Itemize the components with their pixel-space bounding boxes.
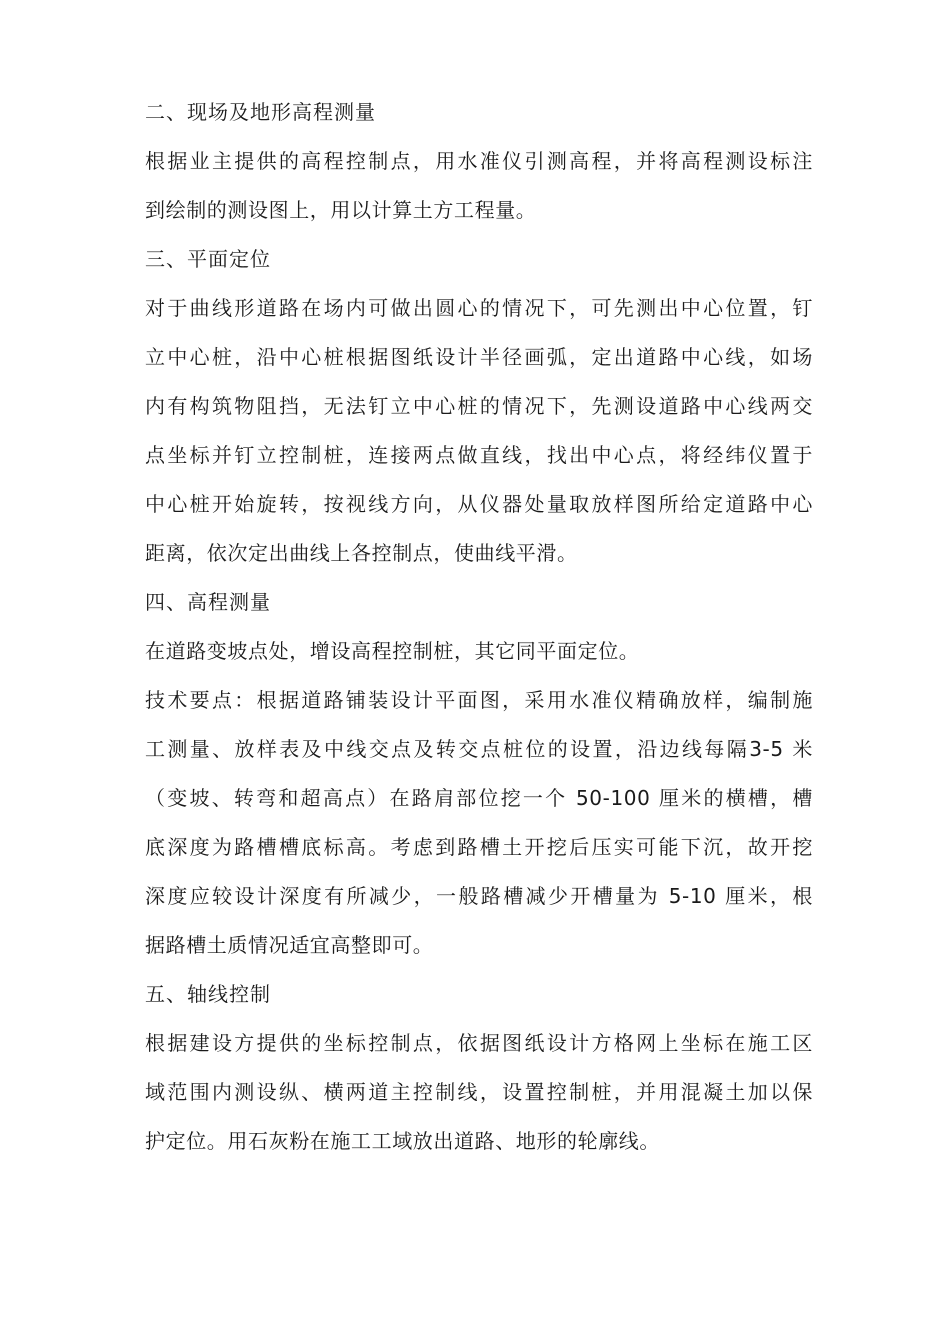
paragraph-line: 据路槽土质情况适宜高整即可。: [145, 933, 434, 957]
section-heading-height-measurement: 四、高程测量: [145, 590, 271, 614]
paragraph-line: （变坡、转弯和超高点）在路肩部位挖一个 50-100 厘米的横槽，槽: [145, 786, 813, 810]
section-heading-plane-positioning: 三、平面定位: [145, 247, 271, 271]
paragraph-line: 对于曲线形道路在场内可做出圆心的情况下，可先测出中心位置，钉: [145, 296, 813, 320]
paragraph-line: 点坐标并钉立控制桩，连接两点做直线，找出中心点，将经纬仪置于: [145, 443, 813, 467]
paragraph-line: 工测量、放样表及中线交点及转交点桩位的设置，沿边线每隔3-5 米: [145, 737, 813, 761]
section-heading-axis-control: 五、轴线控制: [145, 982, 271, 1006]
paragraph-line: 到绘制的测设图上，用以计算土方工程量。: [145, 198, 537, 222]
paragraph-line: 内有构筑物阻挡，无法钉立中心桩的情况下，先测设道路中心线两交: [145, 394, 813, 418]
paragraph-line: 立中心桩，沿中心桩根据图纸设计半径画弧，定出道路中心线，如场: [145, 345, 813, 369]
paragraph-line: 深度应较设计深度有所减少，一般路槽减少开槽量为 5-10 厘米，根: [145, 884, 813, 908]
paragraph-line: 距离，依次定出曲线上各控制点，使曲线平滑。: [145, 541, 578, 565]
document-body: [145, 100, 825, 1178]
paragraph-line: 域范围内测设纵、横两道主控制线，设置控制桩，并用混凝土加以保: [145, 1080, 813, 1104]
paragraph-line: 底深度为路槽槽底标高。考虑到路槽土开挖后压实可能下沉，故开挖: [145, 835, 813, 859]
paragraph-line: 根据业主提供的高程控制点，用水准仪引测高程，并将高程测设标注: [145, 149, 813, 173]
paragraph-line: 在道路变坡点处，增设高程控制桩，其它同平面定位。: [145, 639, 640, 663]
paragraph-line: 根据建设方提供的坐标控制点，依据图纸设计方格网上坐标在施工区: [145, 1031, 813, 1055]
section-heading-elevation-survey: 二、现场及地形高程测量: [145, 100, 376, 124]
paragraph-line: 技术要点：根据道路铺装设计平面图，采用水准仪精确放样，编制施: [145, 688, 813, 712]
paragraph-line: 护定位。用石灰粉在施工工域放出道路、地形的轮廓线。: [145, 1129, 660, 1153]
paragraph-line: 中心桩开始旋转，按视线方向，从仪器处量取放样图所给定道路中心: [145, 492, 813, 516]
